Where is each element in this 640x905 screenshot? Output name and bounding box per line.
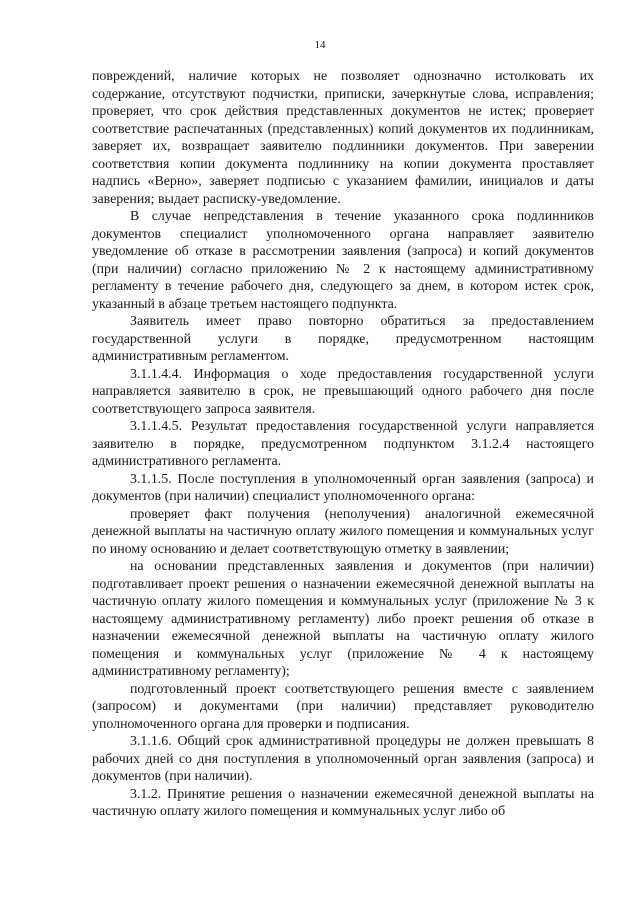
paragraph: 3.1.1.5. После поступления в уполномоченный орган заявления (запроса) и документов (при наличии) специалист уполномоченного органа:	[92, 471, 594, 504]
paragraph: на основании представленных заявления и документов (при наличии) подготавливает проект решения о назначении ежемесячной денежной выплаты на частичную оплату жилого помещения и коммунальных услуг (приложение № 3 к настоящему административному регламенту) либо проект решения об отказе в назначении ежемесячной денежной выплаты на частичную оплату жилого помещения и коммунальных услуг (приложение № 4 к настоящему административному регламенту);	[92, 559, 594, 679]
document-body	[92, 68, 594, 821]
paragraph: В случае непредставления в течение указанного срока подлинников документов специалист уполномоченного органа направляет заявителю уведомление об отказе в рассмотрении заявления (запроса) и копий документов (при наличии) согласно приложению № 2 к настоящему административному регламенту в течение рабочего дня, следующего за днем, в котором истек срок, указанный в абзаце третьем настоящего подпункта.	[92, 209, 594, 312]
paragraph: проверяет факт получения (неполучения) аналогичной ежемесячной денежной выплаты на частичную оплату жилого помещения и коммунальных услуг по иному основанию и делает соответствующую отметку в заявлении;	[92, 506, 594, 557]
paragraph: 3.1.1.6. Общий срок административной процедуры не должен превышать 8 рабочих дней со дня поступления в уполномоченный орган заявления (запроса) и документов (при наличии).	[92, 734, 594, 784]
paragraph: подготовленный проект соответствующего решения вместе с заявлением (запросом) и документами (при наличии) представляет руководителю уполномоченного органа для проверки и подписания.	[92, 681, 594, 732]
paragraph: 3.1.2. Принятие решения о назначении ежемесячной денежной выплаты на частичную оплату жилого помещения и коммунальных услуг либо об	[92, 786, 594, 819]
paragraph: 3.1.1.4.4. Информация о ходе предоставления государственной услуги направляется заявителю в срок, не превышающий одного рабочего дня после соответствующего запроса заявителя.	[92, 366, 594, 417]
paragraph: Заявитель имеет право повторно обратиться за предоставлением государственной услуги в порядке, предусмотренном настоящим административным регламентом.	[92, 314, 594, 364]
paragraph-continuation: повреждений, наличие которых не позволяет однозначно истолковать их содержание, отсутствуют подчистки, приписки, зачеркнутые слова, исправления; проверяет, что срок действия представленных документов не истек; проверяет соответствие распечатанных (представленных) копий документов их подлинникам, заверяет их, возвращает заявителю подлинники документов. При заверении соответствия копии документа подлиннику на копии документа проставляет надпись «Верно», заверяет подписью с указанием фамилии, инициалов и даты заверения; выдает расписку-уведомление.	[92, 69, 594, 207]
page-number: 14	[314, 39, 326, 51]
paragraph: 3.1.1.4.5. Результат предоставления государственной услуги направляется заявителю в порядке, предусмотренном подпунктом 3.1.2.4 настоящего административного регламента.	[92, 419, 594, 469]
